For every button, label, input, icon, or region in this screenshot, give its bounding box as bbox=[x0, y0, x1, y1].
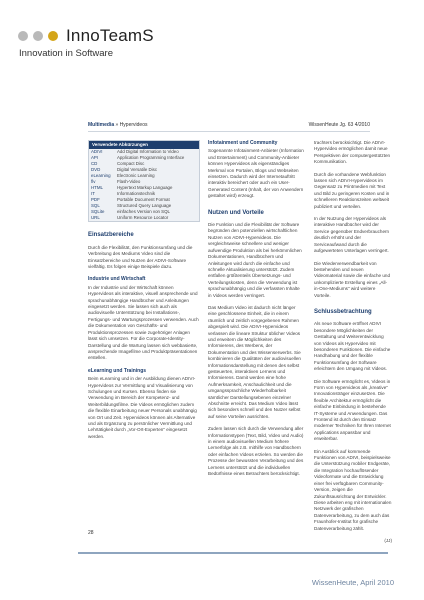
heading-elearning: eLearning und Trainings bbox=[88, 367, 147, 374]
abbreviation-term: HTML bbox=[91, 185, 103, 191]
abbreviation-meaning: Electronic Learning bbox=[117, 173, 155, 179]
abbreviation-meaning: Uniform Resource Locator bbox=[117, 215, 169, 221]
paragraph: Beim eLearning und in der Ausbildung dienen ADIVI-Hypervideos zur Vermittlung und Visualisierung von Schulungen und Kursen. Ebenso finden sie Verwendung im Bereich der Kompetenz- und Weiterbildungsfilme. Die Videos ermöglichen zudem die flexible Einarbeitung neuer Personals unabhängig von Ort und Zeit. Hypervideos können als Alternative und als Ergänzung zu persönlicher Vermittlung und Lehrtätigkeit durch „Vor-Ort-Experten" eingesetzt werden. bbox=[88, 376, 197, 439]
abbreviation-meaning: Informationstechnik bbox=[117, 191, 156, 197]
section-label: Multimedia bbox=[88, 122, 115, 128]
abbreviation-term: SQL bbox=[91, 203, 100, 209]
abbreviation-term: IT bbox=[91, 191, 95, 197]
footer-rule bbox=[78, 552, 388, 554]
journal-issue: WissenHeute Jg. 63 4/2010 bbox=[308, 122, 370, 128]
subsection-label: » Hypervideos bbox=[115, 122, 148, 128]
abbreviation-meaning: Application Programming Interface bbox=[117, 155, 185, 161]
paragraph: Die Wiederverwendbarkeit von bestehenden und neuen Videomaterial sowie die einfache und unkomplizierte Erstellung eines „All-in-One-Mediums" wird weitere Vorteile. bbox=[314, 260, 391, 298]
header-rule bbox=[88, 131, 370, 132]
paragraph: trachters berücksichtigt. Die ADIVI-Hypervideo ermöglichen damit neue Perspektiven der computergestützten Kommunikation. bbox=[314, 140, 391, 165]
abbreviation-meaning: Portable Document Format bbox=[117, 197, 170, 203]
abbreviation-term: CD bbox=[91, 161, 98, 167]
heading-industrie: Industrie und Wirtschaft bbox=[88, 276, 146, 283]
abbreviation-meaning: einfaches Version von SQL bbox=[117, 209, 170, 215]
abbreviation-term: URL bbox=[91, 215, 100, 221]
heading-schlussbetrachtung: Schlussbetrachtung bbox=[314, 308, 372, 315]
heading-infotainment: Infotainment und Community bbox=[208, 140, 278, 146]
logo-tagline: Innovation in Software bbox=[19, 48, 114, 59]
abbreviation-meaning: Flash-Video bbox=[117, 179, 141, 185]
article-end-mark: (JJ) bbox=[384, 537, 392, 543]
paragraph: In der Industrie und der Wirtschaft können Hypervideos als interaktive, visuell ansprechende und sprachunabhängige Handbücher und Anleitungen eingesetzt werden. Sie lassen sich auch als audiovisuelle Unterstützung bei Installations-, Fertigungs- und Wartungsprozessen verwenden. Auch die Dokumentation von Geschäfts- und Produktionsprozessen sowie zugehöriger Anlagen lässt sich umsetzen. Für die Corporate-Identity-Darstellung und die Wartung lassen sich webbasierte, ansprechende Imagefilme und Produktpräsentationen erstellen. bbox=[88, 284, 199, 361]
column-3 bbox=[314, 140, 392, 550]
paragraph: Durch die vorhandene Webfunktion lassen sich ADIVI-Hypervideos im Gegensatz zu Printmedien mit Text und Bild zu geringeren Kosten und in schnelleren Reaktionszeiten weltweit publiziert und verteilen. bbox=[314, 171, 390, 209]
abbreviation-term: PDF bbox=[91, 197, 100, 203]
abbreviation-meaning: Compact Disc bbox=[117, 161, 145, 167]
abbreviation-term: DVD bbox=[91, 167, 101, 173]
paragraph: Zudem lassen sich durch die Verwendung aller Informationstypen (Text, Bild, Video und Audio) in einem audiovisuellen Medium höhere Lernerfolge als z.B. mithilfe von Handbüchern oder einfachen Videos erzielen. So werden die Prozesse der bewussten Verarbeitung und des Lernens unterstützt und die individuellen Bedürfnisse eines Betrachters berücksichtigt. bbox=[208, 426, 304, 477]
column-1 bbox=[88, 140, 200, 446]
paragraph: Durch die Flexibilität, den Funktionsumfang und die Verbreitung des Mediums Video sind die Einsatzbereiche und Nutzen der ADIVI-Software vielfältig. Es folgen einige Beispiele dazu. bbox=[88, 244, 193, 270]
abbreviation-term: eLearning bbox=[91, 173, 111, 179]
heading-nutzen: Nutzen und Vorteile bbox=[208, 209, 264, 216]
paragraph: Sogenannte Infotainment-Anbieter (Information und Entertainment) und Community-Anbieter können Hypervideos als eigenständiges Merkmal von Portalen, Blogs und Webseiten einsetzen. Dadurch wird der Internetauftritt interaktiv bereichert oder auch ein User-Generated Content (Inhalt, der von Anwendern gestaltet wird) erzeugt. bbox=[208, 148, 304, 199]
heading-einsatzbereiche: Einsatzbereiche bbox=[88, 232, 134, 239]
column-2 bbox=[208, 140, 304, 484]
paragraph: Das Medium Video ist dadurch nicht länger eine geschlossene Einheit, die in einem räumlich und zeitlich vorgegebenen Rahmen abgespielt wird. Die ADIVI-Hypervideos verlassen die lineare Struktur üblicher Videos und erweitern die Möglichkeiten des Informierens, des Werbens, der Dokumentation und des Wissenserwerbs. Sie kombinieren die Qualitäten der audiovisuellen Informationsdarstellung mit denen des selbst gesteuerten, interaktiven Lernens und Informierens. Damit werden eine hohe Aufmerksamkeit, Anschaulichkeit und die umgangssprachliche Wiederholbarkeit sämtlicher Darstellungsebenen einzelner Abschnitte erreicht. Das Medium Video lässt sich besonders schnell und den Nutzer selbst auf seine Vorteilen ausrichten. bbox=[208, 304, 301, 419]
paragraph: Die Software ermöglicht es, Videos in Form von Hypervideos als „kreative" Innovationsträger einzusetzen. Die flexible Architektur ermöglicht die einfache Einbindung in bestehende IT-Systeme und Anwendungen. Das Frontend ist durch den Einsatz moderner Techniken für Ihren Internet Applications anpassbar und erweiterbar. bbox=[314, 378, 391, 442]
abbreviation-term: ADIVI bbox=[91, 149, 103, 155]
abbreviation-meaning: Add Digital Information to Video bbox=[117, 149, 179, 155]
abbreviation-meaning: Hypertext Markup Language bbox=[117, 185, 173, 191]
running-header-section bbox=[88, 122, 147, 128]
abbreviation-term: API bbox=[91, 155, 99, 161]
abbreviation-term: SQLite bbox=[91, 209, 105, 215]
abbreviations-box bbox=[88, 140, 200, 222]
paragraph: In der Nutzung der Hypervideos als interaktive Handbücher wird der Service gegenüber Endverbrauchern deutlich erhöht und der Serviceaufwand durch die aufgewerteten Unterlagen verringert. bbox=[314, 216, 390, 254]
company-logo bbox=[18, 26, 154, 59]
abbreviation-term: flv bbox=[91, 179, 96, 185]
paragraph: Als neue Software eröffnet ADIVI besondere Möglichkeiten der Gestaltung und Weiterentwicklung von Videos als Hypervideo mit besonderen Funktionen. Die einfache Handhabung und der flexible Funktionsumfang der Software erleichtern den Umgang mit Videos. bbox=[314, 321, 391, 372]
footer-publication: WissenHeute, April 2010 bbox=[311, 578, 394, 587]
abbreviations-title: Verwendete Abkürzungen bbox=[89, 141, 199, 149]
page-number: 28 bbox=[88, 530, 94, 536]
abbreviation-row bbox=[89, 215, 199, 221]
logo-name: InnoTeamS bbox=[66, 26, 154, 45]
abbreviation-meaning: Structured Query Language bbox=[117, 203, 172, 209]
abbreviation-meaning: Digital Versatile Disc bbox=[117, 167, 158, 173]
paragraph: Ein Ausblick auf kommende Funktionen von ADIVI, beispielsweise die Unterstützung mobiler Endgeräte, die Integration hochauflösender Videoformate und die Entwicklung einer frei verfügbaren Community-Version, zeigen die Zukunftsausrichtung der Entwickler. Diese arbeiten eng mit internationalen Netzwerk der grafischen Datenverarbeitung, zu dem auch das Fraunhofer-Institut für grafische Datenverarbeitung zählt. bbox=[314, 448, 392, 531]
abbreviations-table bbox=[89, 149, 199, 221]
paragraph: Die Funktion und die Flexibilität der Software begründen den potenziellen wirtschaftlichen Nutzen von ADIVI-Hypervideos. Die vergleichsweise schnellere und weniger aufwendige Produktion als bei herkömmlichen Dokumentationen, Handbüchern und Anleitungen wird durch die einfache und schnelle Aktualisierung unterstützt. Zudem entfallen größtenteils Übersetzungs- und Verteilungskosten, denn die Verwendung ist sprachunabhängig und die verfassten Inhalte in Videos werden verringert. bbox=[208, 222, 302, 298]
logo-dots-icon bbox=[18, 31, 58, 41]
